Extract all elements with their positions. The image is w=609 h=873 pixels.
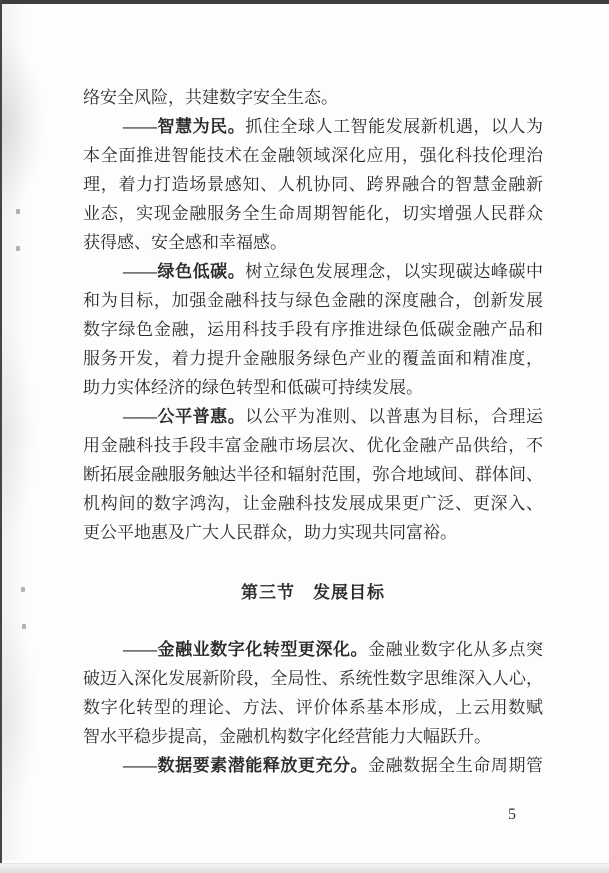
text-line: 智水平稳步提高，金融机构数字化经营能力大幅跃升。	[83, 727, 491, 746]
text-line: 和为目标，加强金融科技与绿色金融的深度融合，创新发展	[83, 291, 543, 310]
scan-edge-top	[0, 0, 609, 4]
text-line: 用金融科技手段丰富金融市场层次、优化金融产品供给，不	[83, 436, 543, 455]
text-line: ——公平普惠。以公平为准则、以普惠为目标，合理运	[123, 407, 544, 426]
scan-speck	[16, 246, 20, 251]
text-line: 获得感、安全感和幸福感。	[83, 233, 287, 252]
scan-speck	[21, 587, 25, 592]
section-heading: 第三节 发展目标	[241, 583, 385, 602]
page-number: 5	[508, 806, 516, 823]
text-line: 破迈入深化发展新阶段，全局性、系统性数字思维深入人心，	[83, 669, 543, 688]
paragraph-lead: ——数据要素潜能释放更充分。	[123, 756, 369, 775]
text-line: ——绿色低碳。树立绿色发展理念，以实现碳达峰碳中	[123, 262, 544, 281]
text-line: 数字绿色金融，运用科技手段有序推进绿色低碳金融产品和	[83, 320, 543, 339]
paragraph-lead: ——绿色低碳。	[123, 262, 246, 281]
text-line: 理，着力打造场景感知、人机协同、跨界融合的智慧金融新	[83, 175, 543, 194]
scan-speck	[16, 209, 20, 214]
scan-edge-bottom	[0, 863, 609, 873]
text-line: ——智慧为民。抓住全球人工智能发展新机遇，以人为	[123, 117, 544, 136]
text-line: 业态，实现金融服务全生命周期智能化，切实增强人民群众	[83, 204, 543, 223]
paragraph-lead: ——金融业数字化转型更深化。	[123, 640, 369, 659]
text-line: 断拓展金融服务触达半径和辐射范围，弥合地域间、群体间、	[83, 465, 543, 484]
text-line: 络安全风险，共建数字安全生态。	[83, 88, 338, 107]
paragraph-lead: ——智慧为民。	[123, 117, 246, 136]
scan-shadow-left	[2, 4, 46, 860]
text-line: ——金融业数字化转型更深化。金融业数字化从多点突	[123, 640, 544, 659]
text-line: ——数据要素潜能释放更充分。金融数据全生命周期管	[123, 756, 544, 775]
paragraph-lead: ——公平普惠。	[123, 407, 246, 426]
text-line: 助力实体经济的绿色转型和低碳可持续发展。	[83, 378, 423, 397]
text-line: 数字化转型的理论、方法、评价体系基本形成，上云用数赋	[83, 698, 543, 717]
scan-speck	[22, 624, 26, 629]
text-line: 更公平地惠及广大人民群众，助力实现共同富裕。	[83, 523, 457, 542]
body-text	[83, 83, 543, 780]
text-line: 本全面推进智能技术在金融领域深化应用，强化科技伦理治	[83, 146, 543, 165]
text-line: 服务开发，着力提升金融服务绿色产业的覆盖面和精准度，	[83, 349, 543, 368]
text-line: 机构间的数字鸿沟，让金融科技发展成果更广泛、更深入、	[83, 494, 543, 513]
